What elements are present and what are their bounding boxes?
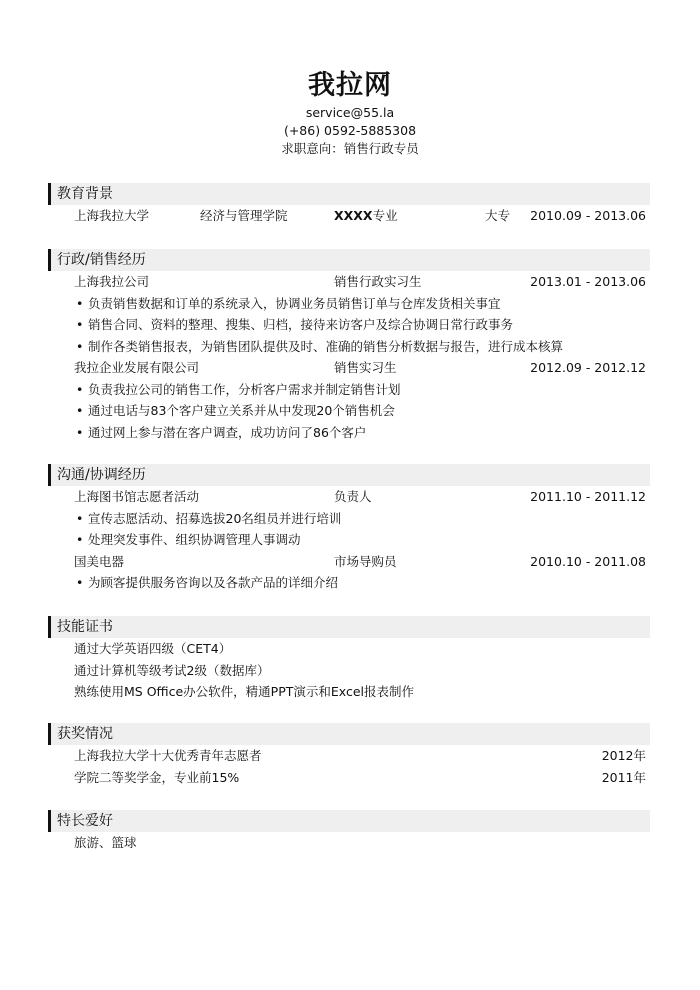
resume-header: [0, 68, 700, 158]
section-title-communication: 沟通/协调经历: [48, 464, 650, 486]
college-name: 经济与管理学院: [200, 208, 288, 223]
job-bullet: • 处理突发事件、组织协调管理人事调动: [48, 529, 650, 551]
job-period: 2013.01 - 2013.06: [530, 274, 646, 289]
phone-text: (+86) 0592-5885308: [283, 123, 417, 138]
job-role: 负责人: [334, 489, 372, 504]
job-bullet: • 销售合同、资料的整理、搜集、归档，接待来访客户及综合协调日常行政事务: [48, 314, 650, 336]
hobbies-section: [48, 810, 650, 854]
education-section: [48, 183, 650, 227]
degree: 大专: [485, 208, 511, 223]
job-bullet: • 通过网上参与潜在客户调查，成功访问了86个客户: [48, 422, 650, 444]
school-name: 上海我拉大学: [74, 208, 150, 223]
email-text: service@55.la: [305, 105, 395, 120]
job-bullet: • 通过电话与83个客户建立关系并从中发现20个销售机会: [48, 400, 650, 422]
company-name: 上海我拉公司: [74, 274, 150, 289]
company-name: 上海图书馆志愿者活动: [74, 489, 200, 504]
job-bullet: • 为顾客提供服务咨询以及各款产品的详细介绍: [48, 572, 650, 594]
job-period: 2012.09 - 2012.12: [530, 360, 646, 375]
job-row: [48, 357, 650, 379]
job-role: 销售实习生: [334, 360, 397, 375]
sales-section: [48, 249, 650, 443]
section-title-sales: 行政/销售经历: [48, 249, 650, 271]
skill-item: 通过大学英语四级（CET4）: [74, 641, 232, 656]
section-title-education: 教育背景: [48, 183, 650, 205]
job-bullet: • 负责销售数据和订单的系统录入，协调业务员销售订单与仓库发货相关事宜: [48, 293, 650, 315]
job-bullet: • 制作各类销售报表，为销售团队提供及时、准确的销售分析数据与报告，进行成本核算: [48, 336, 650, 358]
skill-item: 通过计算机等级考试2级（数据库）: [74, 662, 270, 678]
job-objective: 求职意向：销售行政专员: [281, 141, 419, 156]
award-name: 学院二等奖学金，专业前15%: [74, 769, 240, 785]
job-row: [48, 271, 650, 293]
job-bullet: • 宣传志愿活动、招募选拔20名组员并进行培训: [48, 508, 650, 530]
communication-section: [48, 464, 650, 594]
award-item: [48, 745, 650, 767]
job-period: 2010.10 - 2011.08: [530, 553, 646, 569]
job-period: 2011.10 - 2011.12: [530, 489, 646, 504]
skills-section: [48, 616, 650, 703]
job-role: 销售行政实习生: [334, 274, 422, 289]
job-row: [48, 486, 650, 508]
section-title-hobbies: 特长爱好: [48, 810, 650, 832]
section-title-skills: 技能证书: [48, 616, 650, 638]
company-name: 国美电器: [74, 553, 125, 569]
major-name: XXXX专业: [334, 208, 398, 223]
education-period: 2010.09 - 2013.06: [530, 208, 646, 223]
company-name: 我拉企业发展有限公司: [74, 360, 200, 375]
hobbies-text: 旅游、篮球: [74, 835, 137, 850]
candidate-name: 我拉网: [308, 70, 392, 101]
awards-section: [48, 723, 650, 788]
education-row: [48, 205, 650, 227]
award-item: [48, 767, 650, 789]
award-year: 2011年: [601, 769, 646, 785]
skill-item: 熟练使用MS Office办公软件，精通PPT演示和Excel报表制作: [74, 684, 415, 699]
section-title-awards: 获奖情况: [48, 723, 650, 745]
job-row: [48, 551, 650, 573]
award-year: 2012年: [601, 748, 646, 763]
job-role: 市场导购员: [334, 553, 397, 569]
award-name: 上海我拉大学十大优秀青年志愿者: [74, 748, 262, 763]
job-bullet: • 负责我拉公司的销售工作，分析客户需求并制定销售计划: [48, 379, 650, 401]
